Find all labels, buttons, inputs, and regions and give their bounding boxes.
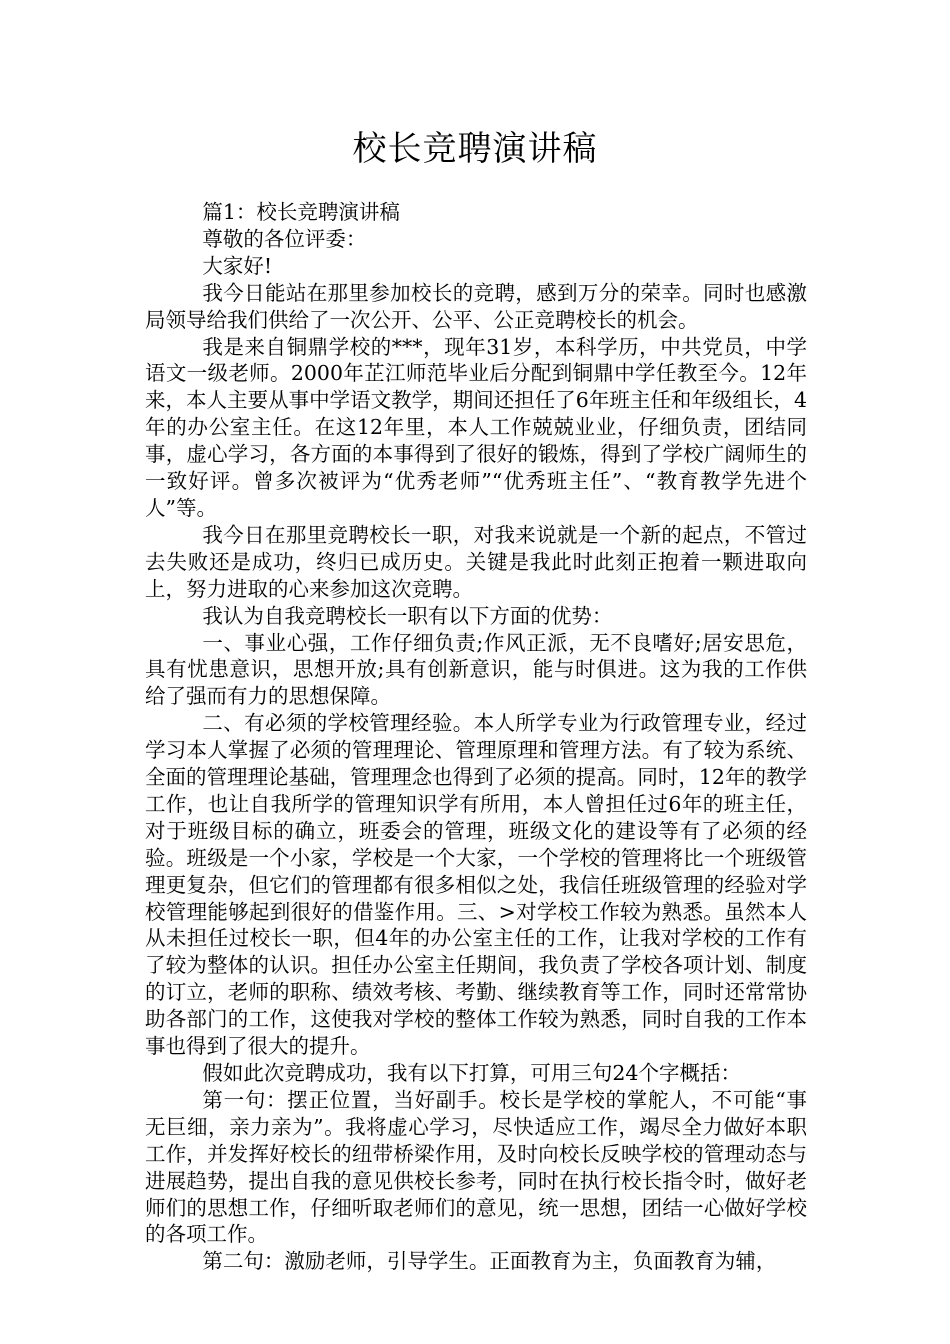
paragraph: 我是来自铜鼎学校的***，现年31岁，本科学历，中共党员，中学语文一级老师。2000年芷江师范毕业后分配到铜鼎中学任教至今。12年来，本人主要从事中学语文教学，期间还担任了6年班主任和年级组长，4年的办公室主任。在这12年里，本人工作兢兢业业，仔细负责，团结同事，虚心学习，各方面的本事得到了很好的锻炼，得到了学校广阔师生的一致好评。曾多次被评为“优秀老师”“优秀班主任”、“教育教学先进个人”等。 — [145, 334, 807, 520]
paragraph: 我今日在那里竞聘校长一职，对我来说就是一个新的起点，不管过去失败还是成功，终归已成历史。关键是我此时此刻正抱着一颗进取向上，努力进取的心来参加这次竞聘。 — [145, 522, 807, 601]
paragraph: 二、有必须的学校管理经验。本人所学专业为行政管理专业，经过学习本人掌握了必须的管理理论、管理原理和管理方法。有了较为系统、全面的管理理论基础，管理理念也得到了必须的提高。同时，12年的教学工作，也让自我所学的管理知识学有所用，本人曾担任过6年的班主任，对于班级目标的确立，班委会的管理，班级文化的建设等有了必须的经验。班级是一个小家，学校是一个大家，一个学校的管理将比一个班级管理更复杂，但它们的管理都有很多相似之处，我信任班级管理的经验对学校管理能够起到很好的借鉴作用。三、>对学校工作较为熟悉。虽然本人从未担任过校长一职，但4年的办公室主任的工作，让我对学校的工作有了较为整体的认识。担任办公室主任期间，我负责了学校各项计划、制度的订立，老师的职称、绩效考核、考勤、继续教育等工作，同时还常常协助各部门的工作，这使我对学校的整体工作较为熟悉，同时自我的工作本事也得到了很大的提升。 — [145, 711, 807, 1059]
paragraph: 尊敬的各位评委： — [202, 226, 367, 251]
paragraph: 篇1：校长竞聘演讲稿 — [202, 200, 400, 224]
paragraph: 第二句：激励老师，引导学生。正面教育为主，负面教育为辅， — [202, 1249, 777, 1274]
document-body — [145, 199, 807, 1275]
paragraph: 大家好! — [202, 253, 273, 278]
paragraph: 我认为自我竞聘校长一职有以下方面的优势： — [202, 603, 613, 628]
paragraph: 一、事业心强，工作仔细负责;作风正派，无不良嗜好;居安思危，具有忧患意识，思想开放;具有创新意识，能与时俱进。这为我的工作供给了强而有力的思想保障。 — [145, 630, 807, 709]
paragraph: 假如此次竞聘成功，我有以下打算，可用三句24个字概括： — [202, 1061, 741, 1085]
paragraph: 第一句：摆正位置，当好副手。校长是学校的掌舵人，不可能“事无巨细，亲力亲为”。我将虚心学习，尽快适应工作，竭尽全力做好本职工作，并发挥好校长的纽带桥梁作用，及时向校长反映学校的管理动态与进展趋势，提出自我的意见供校长参考，同时在执行校长指令时，做好老师们的思想工作，仔细听取老师们的意见，统一思想，团结一心做好学校的各项工作。 — [145, 1087, 807, 1247]
document-title: 校长竞聘演讲稿 — [352, 129, 598, 169]
paragraph: 我今日能站在那里参加校长的竞聘，感到万分的荣幸。同时也感激局领导给我们供给了一次公开、公平、公正竞聘校长的机会。 — [145, 280, 807, 332]
